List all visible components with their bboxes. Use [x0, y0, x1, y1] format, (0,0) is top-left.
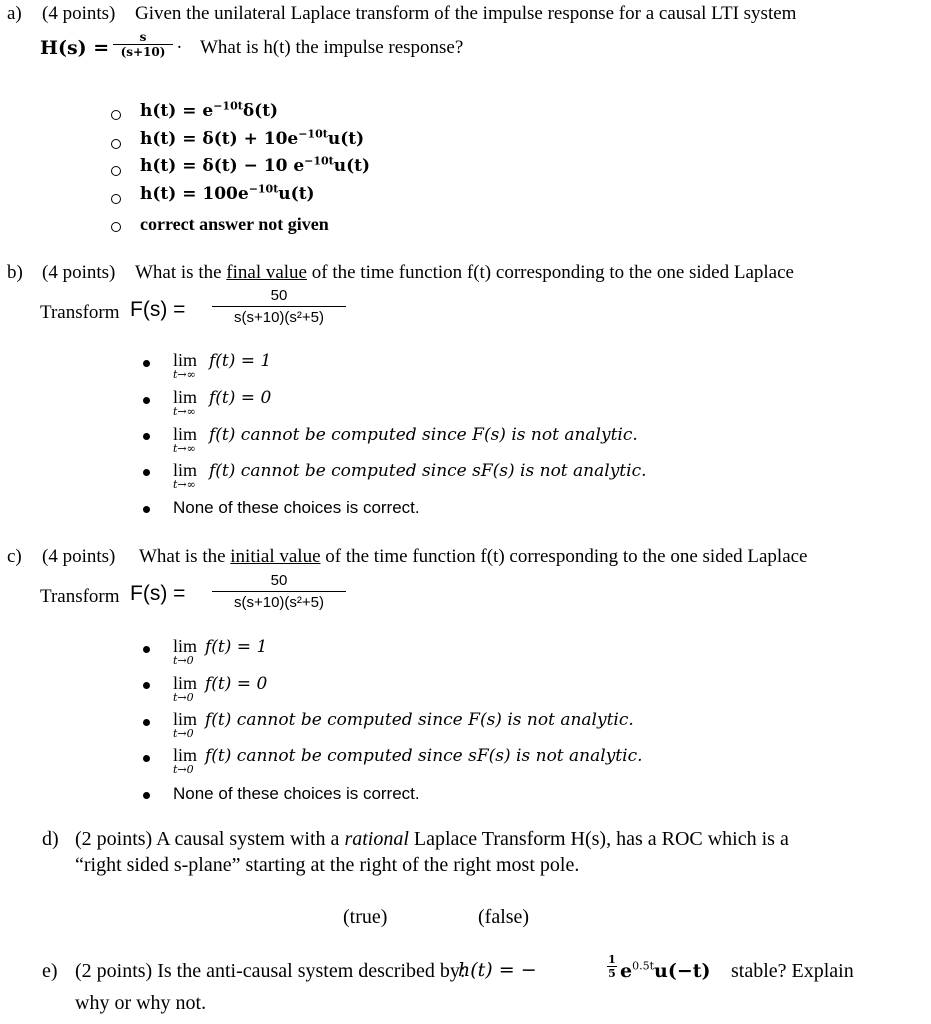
fraction-numerator: 1 [608, 953, 616, 966]
transform-numerator: 50 [270, 572, 288, 589]
bullet [143, 792, 150, 799]
impulse-lhs: h(t) = − [458, 959, 537, 981]
radio-option-5[interactable] [111, 222, 121, 232]
question-e-line2: why or why not. [75, 992, 207, 1014]
radio-option-1[interactable] [111, 110, 121, 120]
bullet [143, 506, 150, 513]
bullet [143, 469, 150, 476]
limit-b-3: lim t→∞ [173, 424, 198, 455]
option-c-3: f(t) cannot be computed since F(s) is not analytic. [205, 710, 634, 730]
option-b-2: f(t) = 0 [209, 388, 272, 408]
radio-option-3[interactable] [111, 166, 121, 176]
transform-denominator: s(s+10)(s²+5) [233, 309, 325, 326]
option-c-5: None of these choices is correct. [173, 784, 420, 803]
bullet [143, 755, 150, 762]
question-b-label: b) [7, 262, 23, 283]
fraction-denominator: 5 [608, 967, 616, 980]
option-a-5: correct answer not given [140, 214, 329, 234]
transfer-function-lhs: H(s) = [40, 37, 110, 59]
question-d-line2: “right sided s-plane” starting at the right of the right most pole. [75, 854, 580, 876]
radio-option-2[interactable] [111, 139, 121, 149]
question-b-text: What is the final value of the time function f(t) corresponding to the one sided Laplace [135, 262, 794, 283]
true-option[interactable]: (true) [343, 906, 388, 928]
impulse-rhs: $e^{0.5t}u(-t)$ [620, 959, 711, 982]
bullet [143, 360, 150, 367]
fraction-bar [212, 306, 346, 307]
bullet [143, 682, 150, 689]
option-a-3: h(t) = δ(t) − 10 $e^{-10t}u(t)$ [140, 154, 371, 176]
bullet [143, 397, 150, 404]
transform-numerator: 50 [270, 287, 288, 304]
fraction-period: . [177, 32, 182, 53]
coefficient-fraction [607, 953, 617, 980]
question-e-text-post: stable? Explain [731, 960, 854, 982]
option-c-4: f(t) cannot be computed since sF(s) is not analytic. [205, 746, 643, 766]
question-e-text: (2 points) Is the anti-causal system described by: [75, 960, 466, 982]
bullet [143, 719, 150, 726]
option-b-5: None of these choices is correct. [173, 498, 420, 517]
transform-fraction [212, 287, 346, 326]
transform-label: Transform [40, 302, 120, 323]
limit-b-4: lim t→∞ [173, 460, 198, 491]
final-value-keyword: final value [226, 262, 307, 283]
transform-denominator: s(s+10)(s²+5) [233, 594, 325, 611]
transfer-function-numerator: s [139, 30, 147, 44]
limit-c-3: lim t→0 [173, 709, 198, 740]
question-a-label: a) [7, 3, 22, 24]
option-c-2: f(t) = 0 [205, 674, 268, 694]
transform-fraction [212, 572, 346, 611]
option-a-4: $h(t) = 100e^{-10t}u(t)$ [140, 182, 315, 204]
question-a-points: (4 points) [42, 3, 116, 24]
transform-lhs: F(s) = [130, 298, 186, 321]
option-b-3: f(t) cannot be computed since F(s) is not analytic. [209, 425, 638, 445]
transfer-function-fraction [113, 30, 173, 59]
question-a-question: What is h(t) the impulse response? [200, 37, 464, 58]
question-b-points: (4 points) [42, 262, 116, 283]
question-c-text: What is the initial value of the time function f(t) corresponding to the one sided Laplace [139, 546, 808, 567]
fraction-bar [212, 591, 346, 592]
option-a-2: $h(t) = \delta(t) + 10e^{-10t}u(t)$ [140, 127, 365, 149]
option-b-1: f(t) = 1 [209, 351, 272, 371]
option-b-4: f(t) cannot be computed since sF(s) is not analytic. [209, 461, 647, 481]
radio-option-4[interactable] [111, 194, 121, 204]
option-c-1: f(t) = 1 [205, 637, 268, 657]
question-d-label: d) [42, 828, 59, 850]
limit-c-1: lim t→0 [173, 636, 198, 667]
limit-b-1: lim t→∞ [173, 350, 198, 381]
bullet [143, 433, 150, 440]
option-a-1: $h(t) = e^{-10t}\delta(t)$ [140, 99, 279, 121]
limit-c-4: lim t→0 [173, 745, 198, 776]
question-c-points: (4 points) [42, 546, 116, 567]
question-c-label: c) [7, 546, 22, 567]
question-a-text: Given the unilateral Laplace transform of the impulse response for a causal LTI system [135, 3, 797, 24]
transform-lhs: F(s) = [130, 582, 186, 605]
question-e-label: e) [42, 960, 58, 982]
rational-keyword: rational [344, 828, 409, 850]
bullet [143, 646, 150, 653]
transform-label: Transform [40, 586, 120, 607]
false-option[interactable]: (false) [478, 906, 530, 928]
limit-c-2: lim t→0 [173, 673, 198, 704]
question-d-text: (2 points) A causal system with a rational Laplace Transform H(s), has a ROC which is a [75, 828, 789, 850]
transfer-function-denominator: (s+10) [120, 45, 166, 59]
initial-value-keyword: initial value [230, 546, 321, 567]
limit-b-2: lim t→∞ [173, 387, 198, 418]
